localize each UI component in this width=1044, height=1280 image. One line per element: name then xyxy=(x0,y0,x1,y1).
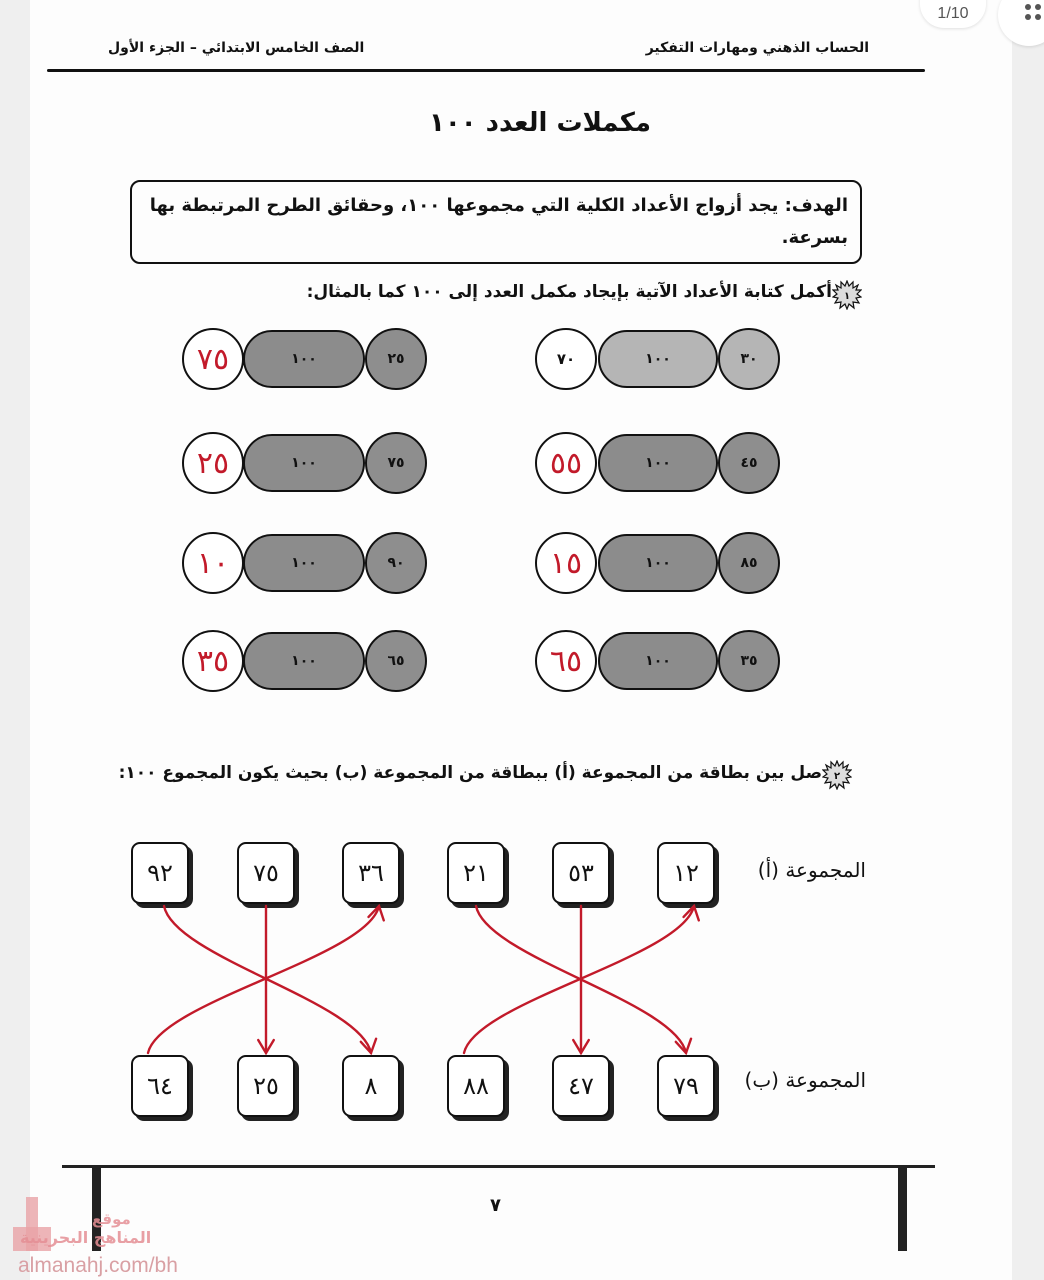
question-2-number: ٢ xyxy=(833,771,841,782)
total-pill: ١٠٠ xyxy=(598,434,718,492)
group-a-label: المجموعة (أ) xyxy=(757,858,866,882)
question-2-instruction: صل بين بطاقة من المجموعة (أ) ببطاقة من المجموعة (ب) بحيث يكون المجموع ١٠٠: xyxy=(118,763,822,783)
given-number-circle: ٦٥ xyxy=(365,630,427,692)
header-grade-title: الصف الخامس الابتدائي – الجزء الأول xyxy=(108,40,365,56)
page-title: مكملات العدد ١٠٠ xyxy=(429,108,651,138)
watermark-line1: موقع xyxy=(92,1210,131,1228)
handwritten-answer: ٦٥ xyxy=(549,643,583,679)
header-subject-title: الحساب الذهني ومهارات التفكير xyxy=(645,40,869,56)
answer-circle[interactable] xyxy=(182,328,244,390)
group-b-label: المجموعة (ب) xyxy=(744,1068,866,1092)
total-pill: ١٠٠ xyxy=(598,534,718,592)
answer-circle[interactable] xyxy=(535,432,597,494)
question-1-number: ١ xyxy=(843,291,851,302)
footer-right-leg xyxy=(898,1167,907,1251)
header-divider xyxy=(47,69,925,72)
group-a-card[interactable]: ٢١ xyxy=(447,842,505,904)
total-pill: ١٠٠ xyxy=(243,330,365,388)
page-counter: 1/10 xyxy=(920,0,986,28)
total-pill: ١٠٠ xyxy=(598,330,718,388)
answer-circle[interactable] xyxy=(535,328,597,390)
answer-circle[interactable] xyxy=(182,630,244,692)
answer-circle[interactable] xyxy=(535,630,597,692)
starburst-icon xyxy=(822,760,852,790)
handwritten-answer: ٧٥ xyxy=(196,341,230,377)
group-a-card[interactable]: ٧٥ xyxy=(237,842,295,904)
total-pill: ١٠٠ xyxy=(243,434,365,492)
total-pill: ١٠٠ xyxy=(598,632,718,690)
watermark-url: almanahj.com/bh xyxy=(18,1254,178,1277)
given-number-circle: ٨٥ xyxy=(718,532,780,594)
handwritten-answer: ١٥ xyxy=(549,545,583,581)
given-number-circle: ٣٥ xyxy=(718,630,780,692)
page-number: ٧ xyxy=(490,1195,501,1216)
handwritten-answer: ٣٥ xyxy=(196,643,230,679)
group-b-card[interactable]: ٨٨ xyxy=(447,1055,505,1117)
handwritten-answer: ١٠ xyxy=(196,545,230,581)
group-b-card[interactable]: ٨ xyxy=(342,1055,400,1117)
given-number-circle: ٣٠ xyxy=(718,328,780,390)
given-number-circle: ٩٠ xyxy=(365,532,427,594)
group-b-card[interactable]: ٦٤ xyxy=(131,1055,189,1117)
group-b-card[interactable]: ٢٥ xyxy=(237,1055,295,1117)
total-pill: ١٠٠ xyxy=(243,632,365,690)
total-pill: ١٠٠ xyxy=(243,534,365,592)
example-answer: ٧٠ xyxy=(556,350,576,368)
answer-circle[interactable] xyxy=(182,532,244,594)
answer-circle[interactable] xyxy=(182,432,244,494)
goal-box xyxy=(130,180,862,264)
footer-divider xyxy=(62,1165,935,1168)
handwritten-answer: ٥٥ xyxy=(549,445,583,481)
group-a-card[interactable]: ٣٦ xyxy=(342,842,400,904)
answer-circle[interactable] xyxy=(535,532,597,594)
group-b-card[interactable]: ٤٧ xyxy=(552,1055,610,1117)
group-a-card[interactable]: ٩٢ xyxy=(131,842,189,904)
question-1-instruction: أكمل كتابة الأعداد الآتية بإيجاد مكمل العدد إلى ١٠٠ كما بالمثال: xyxy=(306,282,832,302)
handwritten-answer: ٢٥ xyxy=(196,445,230,481)
given-number-circle: ٤٥ xyxy=(718,432,780,494)
group-b-card[interactable]: ٧٩ xyxy=(657,1055,715,1117)
given-number-circle: ٢٥ xyxy=(365,328,427,390)
watermark-line2: المناهج البحرينية xyxy=(20,1228,152,1247)
group-a-card[interactable]: ٥٣ xyxy=(552,842,610,904)
given-number-circle: ٧٥ xyxy=(365,432,427,494)
group-a-card[interactable]: ١٢ xyxy=(657,842,715,904)
goal-text: الهدف: يجد أزواج الأعداد الكلية التي مجموعها ١٠٠، وحقائق الطرح المرتبطة بها بسرعة. xyxy=(149,195,848,248)
starburst-icon xyxy=(832,280,862,310)
